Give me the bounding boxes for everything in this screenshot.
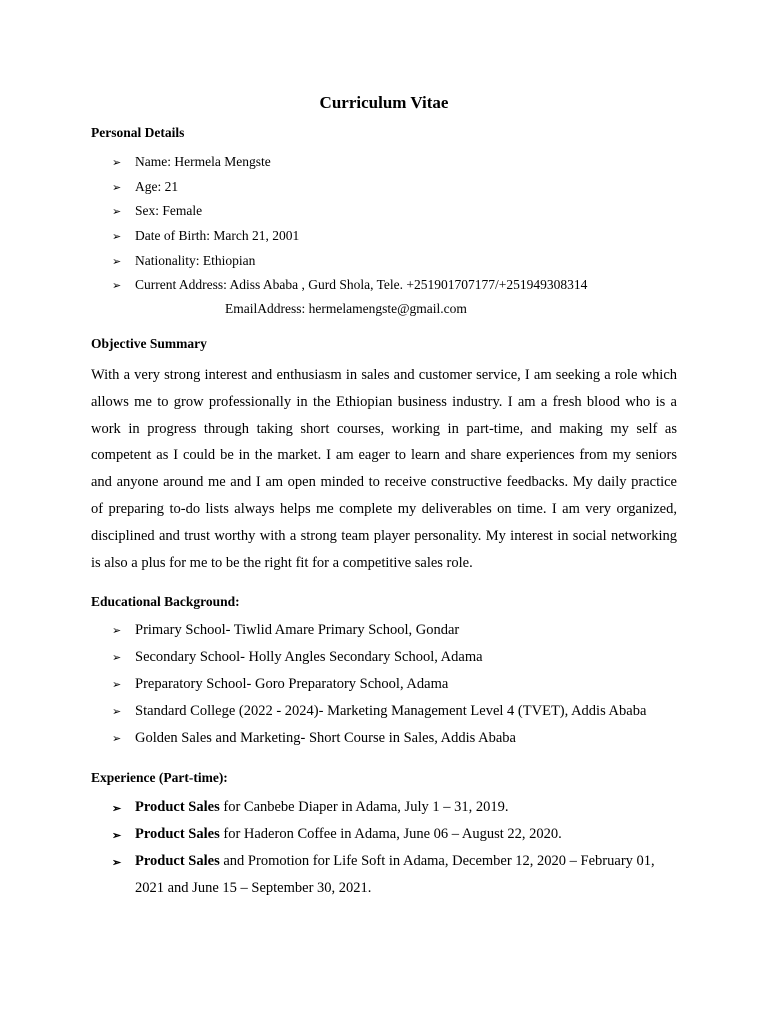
arrow-bullet-icon: ➢ [112,231,122,244]
role-label: Product Sales [135,826,220,842]
role-label: Product Sales [135,799,220,815]
arrow-bullet-icon: ➢ [112,857,122,869]
arrow-bullet-icon: ➢ [112,803,122,815]
personal-details-heading: Personal Details [91,125,185,140]
arrow-bullet-icon: ➢ [112,652,122,664]
experience-heading: Experience (Part-time): [91,770,228,785]
arrow-bullet-icon: ➢ [112,625,122,637]
objective-summary-text: With a very strong interest and enthusiasm in sales and customer service, I am seeking a role which allows me to grow professionally in the Ethiopian business industry. I am a fresh blood who is a work in progress through taking short courses, working in part-time, and making my self as competent as I could be in the market. I am eager to learn and share experiences from my seniors and anyone around me and I am open minded to receive constructive feedbacks. My daily practice of preparing to-do lists always helps me complete my deliverables on time. I am very organized, disciplined and trust worthy with a strong team player personality. My interest in social networking is also a plus for me to be the right fit for a competitive sales role. [91,367,677,571]
role-label: Product Sales [135,853,220,869]
arrow-bullet-icon: ➢ [112,679,122,691]
educational-background-heading: Educational Background: [91,594,240,609]
objective-summary-heading: Objective Summary [91,336,207,351]
arrow-bullet-icon: ➢ [112,157,122,169]
arrow-bullet-icon: ➢ [112,181,122,194]
cv-page: Curriculum Vitae Personal Details ➢ Name: Hermela Mengste ➢ Age: 21 ➢ Sex: Female ➢ Date of Birth: March 21, 2001 ➢ Nationality: Ethiopian ➢ Current Address: Adiss Ababa , Gurd Shola, Tele. +251901707177/+251949308314 EmailAddress: hermelamengste@gmail.com Objective Summary With a very strong interest and enthusiasm in sales and customer service, I am seeking a role which allows me to grow professionally in the Ethiopian business industry. I am a fresh blood who is a work in progress through taking short courses, working in part-time, and making my self as competent as I could be in the market. I am eager to learn and share experiences from my seniors and anyone around me and I am open minded to receive constructive feedbacks. My daily practice of preparing to-do lists always helps me complete my deliverables on time. I am very organized, disciplined and trust worthy with a strong team player personality. My interest in social networking is also a plus for me to be the right fit for a competitive sales role. Educational Background: ➢ Primary School- Tiwlid Amare Primary School, Gondar ➢ Secondary School- Holly Angles Secondary School, Adama ➢ Preparatory School- Goro Preparatory School, Adama ➢ Standard College (2022 - 2024)- Marketing Management Level 4 (TVET), Addis Ababa ➢ Golden Sales and Marketing- Short Course in Sales, Addis Ababa Experience (Part-time): ➢ Product Sales for Canbebe Diaper in Adama, July 1 – 31, 2019. ➢ Product Sales for Haderon Coffee in Adama, June 06 – August 22, 2020. ➢ Product Sales and Promotion for Life Soft in Adama, December 12, 2020 – February 01, 2021 and June 15 – September 30, 2021. [0,0,768,1024]
role-details: for Haderon Coffee in Adama, June 06 – August 22, 2020. [219,826,562,842]
arrow-bullet-icon: ➢ [112,706,122,718]
arrow-bullet-icon: ➢ [112,206,122,219]
role-details: and Promotion for Life Soft in Adama, December 12, 2020 – February 01, 2021 and June 15 – September 30, 2021. [135,853,655,896]
arrow-bullet-icon: ➢ [112,280,122,293]
email-address: EmailAddress: hermelamengste@gmail.com [225,301,467,316]
arrow-bullet-icon: ➢ [112,830,122,842]
document-title: Curriculum Vitae [319,93,449,112]
arrow-bullet-icon: ➢ [112,255,122,268]
role-details: for Canbebe Diaper in Adama, July 1 – 31, 2019. [219,799,509,815]
arrow-bullet-icon: ➢ [112,733,122,745]
